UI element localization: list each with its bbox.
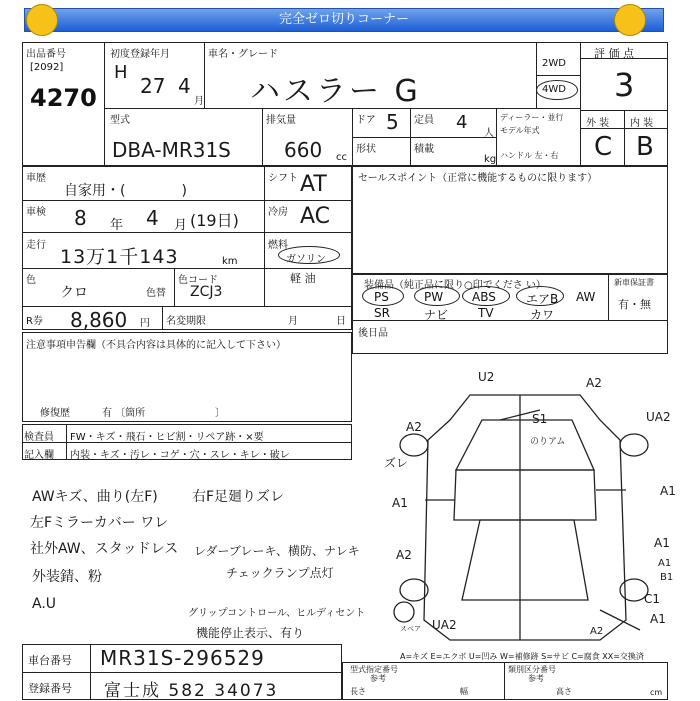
equip-pw: PW: [424, 290, 444, 304]
category-label: 類別区分番号: [508, 665, 556, 674]
mark-12: B1: [660, 572, 674, 583]
mileage-value: 13万1千143: [60, 246, 179, 268]
mark-3: S1: [532, 412, 548, 426]
lot-number: 4270: [30, 84, 97, 112]
chassis-value: MR31S-296529: [100, 646, 265, 670]
grade-ext-value: C: [594, 132, 613, 162]
lot-label: 出品番号: [26, 49, 66, 60]
recycle-value: 8,860: [70, 308, 128, 332]
note-3: 社外AW、スタッドレス: [30, 541, 179, 557]
name-change-month: 月: [288, 316, 298, 327]
repair-value: 有 〔箇所 〕: [102, 408, 226, 419]
warranty-label: 新車保証書: [614, 278, 654, 287]
doors-value: 5: [386, 110, 399, 134]
registration-label: 登録番号: [28, 682, 72, 695]
name-change-label: 名変期限: [166, 316, 206, 327]
designation-label: 型式指定番号: [350, 665, 398, 674]
dealer-label: ディーラー・並行: [500, 113, 564, 122]
chassis-label: 車台番号: [28, 654, 72, 667]
displacement-value: 660: [284, 138, 323, 162]
mark-17: A2: [590, 626, 604, 637]
first-reg-label: 初度登録年月: [110, 49, 170, 60]
note-5: A.U: [32, 596, 57, 612]
grade-ext-label: 外 装: [586, 118, 610, 129]
inspection-year: 8: [74, 206, 87, 230]
equip-airbag: エアB: [526, 292, 559, 306]
equip-ps: PS: [374, 290, 389, 304]
inspection-label: 車検: [26, 207, 46, 218]
note-8: チェックランプ点灯: [226, 566, 334, 580]
history-value: 自家用・( ): [64, 183, 187, 199]
mileage-unit: km: [222, 256, 238, 267]
mark-4: のりアム: [530, 437, 566, 447]
mark-9: A1: [654, 536, 670, 550]
sales-point-label: セールスポイント（正常に機能するものに限ります）: [358, 173, 598, 184]
mark-7: A1: [392, 496, 408, 510]
ac-label: 冷房: [268, 207, 288, 218]
note-10: 機能停止表示、有り: [196, 626, 305, 640]
equipment-label: 装備品（純正品に限り○印でくださ い）: [364, 280, 546, 291]
inspector-label1: 検査員: [24, 432, 54, 443]
dim-length: 長さ: [350, 687, 366, 696]
mark-8: A1: [660, 484, 676, 498]
rear-seat-label: 後日品: [358, 328, 388, 339]
doors-label: ドア: [356, 115, 376, 126]
designation-ref: 参考: [370, 674, 386, 683]
first-reg-era: H: [114, 62, 128, 83]
note-7: レダーブレーキ、横防、ナレキ: [194, 544, 360, 558]
mark-2: A2: [406, 420, 422, 434]
recycle-unit: 円: [140, 318, 150, 329]
inspection-month-unit: 月: [174, 218, 188, 233]
drive-4wd: 4WD: [542, 84, 566, 95]
lot-small: [2092]: [30, 62, 64, 73]
note-2: 左Fミラーカバー ワレ: [30, 515, 169, 531]
inspector-row1: FW・キズ・飛石・ヒビ割・リペア跡・×要: [70, 432, 264, 443]
inspection-day: (19日): [190, 211, 239, 230]
history-label: 車歴: [26, 173, 46, 184]
note-6: 右F足廻りズレ: [192, 489, 285, 505]
capacity-value: 4: [456, 112, 468, 133]
color-value: クロ: [60, 285, 88, 301]
drive-2wd: 2WD: [542, 58, 566, 69]
mark-10: A2: [396, 548, 412, 562]
fuel-diesel: 軽 油: [290, 272, 316, 285]
category-ref: 参考: [528, 674, 544, 683]
displacement-unit: cc: [336, 152, 347, 163]
legend: A=キズ E=エクボ U=凹み W=補修跡 S=サビ C=腐食 XX=交換済: [400, 652, 644, 661]
model-label: 型式: [110, 115, 130, 126]
equip-tv: TV: [478, 306, 494, 320]
notes-label: 注意事項申告欄（不具合内容は具体的に記入して下さい）: [26, 340, 286, 351]
inspector-label2: 記入欄: [24, 450, 54, 461]
fuel-gasoline: ガソリン: [286, 254, 326, 265]
grade-label: 評 価 点: [594, 47, 634, 60]
grade-int-value: B: [636, 132, 654, 162]
equip-leather: カワ: [530, 308, 555, 322]
dim-width: 幅: [460, 687, 468, 696]
mark-0: U2: [478, 370, 495, 384]
model-value: DBA-MR31S: [112, 138, 231, 162]
capacity-unit: 人: [484, 128, 494, 139]
model-year-label: モデル年式: [500, 126, 540, 135]
car-name-label: 車名・グレード: [208, 49, 278, 60]
mark-13: C1: [644, 592, 661, 606]
color-code-label: 色コード: [178, 275, 218, 286]
note-9: グリップコントロール、ヒルディセント: [188, 608, 366, 619]
grade-value: 3: [614, 66, 635, 104]
shift-label: シフト: [268, 173, 298, 184]
mileage-label: 走行: [26, 240, 46, 251]
mark-11: A1: [658, 558, 672, 569]
car-name-value: ハスラー G: [250, 74, 421, 109]
mark-1: A2: [586, 376, 602, 390]
inspection-month: 4: [146, 206, 159, 230]
ac-value: AC: [300, 204, 331, 229]
dim-height: 高さ: [556, 687, 572, 696]
color-label: 色: [26, 275, 36, 286]
equip-sr: SR: [374, 306, 390, 320]
grade-int-label: 内 装: [630, 118, 654, 129]
capacity-label: 定員: [414, 115, 434, 126]
warranty-value: 有・無: [618, 298, 651, 311]
mark-6: ズレ: [384, 456, 409, 470]
note-1: AWキズ、曲り(左F): [32, 489, 158, 505]
equip-aw: AW: [576, 290, 596, 304]
first-reg-year: 27: [140, 74, 166, 98]
equip-navi: ナビ: [424, 308, 449, 322]
banner-title: 完全ゼロ切りコーナー: [278, 12, 409, 27]
inspection-year-unit: 年: [110, 218, 124, 233]
handle-label: ハンドル 左・右: [500, 151, 559, 160]
recycle-label: R券: [26, 316, 43, 327]
shape-label: 形状: [356, 144, 376, 155]
shift-value: AT: [300, 172, 327, 197]
note-4: 外装錆、粉: [32, 569, 102, 585]
color-swap-label: 色替: [146, 288, 166, 299]
repair-label: 修復歴: [40, 408, 70, 419]
equip-abs: ABS: [472, 290, 496, 304]
inspector-row2: 内装・キズ・汚レ・コゲ・穴・スレ・キレ・破レ: [70, 450, 290, 461]
first-reg-month: 4: [178, 74, 191, 98]
mark-15: スベア: [400, 625, 421, 633]
color-code-value: ZCJ3: [190, 284, 223, 300]
load-unit: kg: [484, 154, 497, 165]
fuel-label: 燃料: [268, 240, 288, 251]
dim-unit: cm: [650, 688, 663, 697]
load-label: 積載: [414, 144, 434, 155]
registration-value: 富士成 582 34073: [104, 681, 279, 701]
first-reg-month-unit: 月: [194, 96, 204, 107]
mark-5: UA2: [646, 410, 671, 424]
mark-16: UA2: [432, 618, 457, 632]
displacement-label: 排気量: [266, 115, 296, 126]
name-change-day: 日: [336, 316, 346, 327]
mark-14: A1: [650, 612, 666, 626]
